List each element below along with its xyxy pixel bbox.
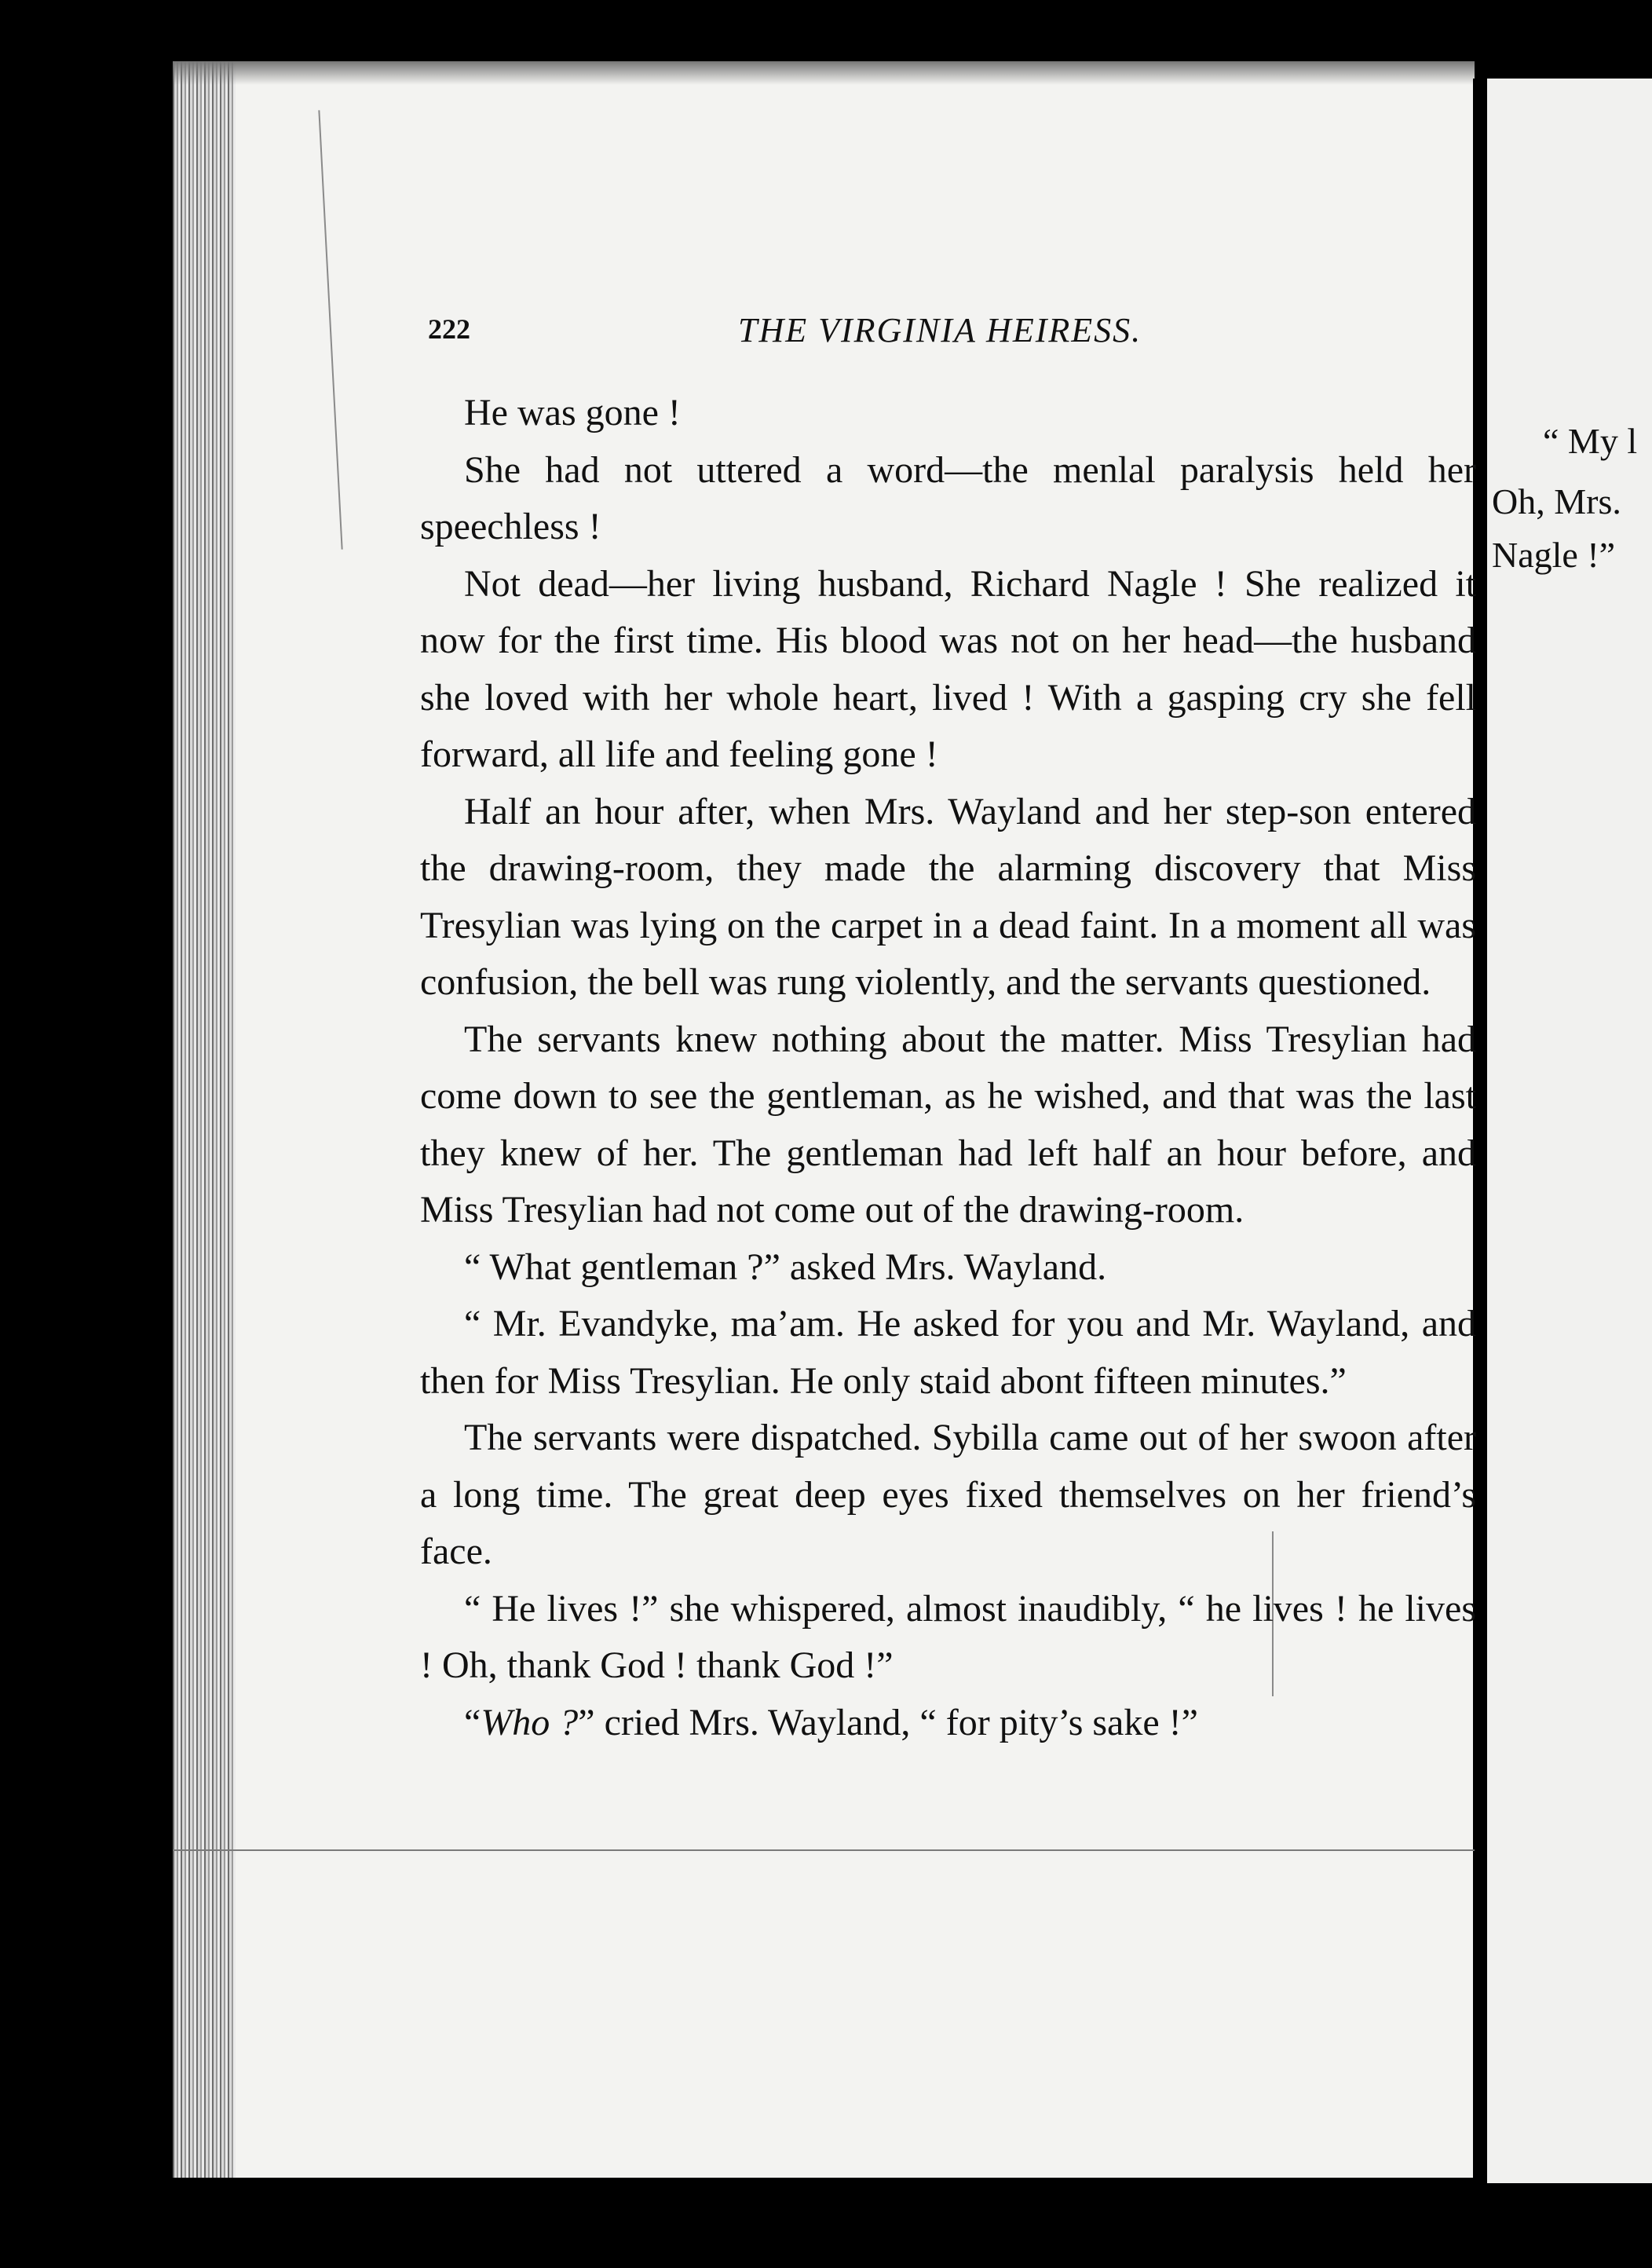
page-edges [173,61,236,2178]
paragraph: “ He lives !” she whispered, almost inaudibly, “ he lives ! he lives ! Oh, thank God ! thank God !” [420,1587,1476,1686]
page-number: 222 [428,313,470,345]
italic-word: Who ? [481,1701,579,1743]
paragraph: Half an hour after, when Mrs. Wayland and her step-son entered the drawing-room, they made the alarming discovery that Miss Tresylian was lying on the carpet in a dead faint. In a moment all was confusion, the bell was rung violently, and the servants questioned. [420,790,1476,1003]
page-shadow [173,61,1475,85]
facing-page-line: Oh, Mrs. [1492,481,1621,521]
scan-strike-line [173,1849,1475,1851]
paragraph: She had not uttered a word—the menlal paralysis held her speechless ! [420,448,1476,547]
paragraph: “ What gentleman ?” asked Mrs. Wayland. [464,1246,1107,1288]
paragraph [420,1695,1476,1752]
paragraph: Not dead—her living husband, Richard Nagle ! She realized it now for the first time. His blood was not on her head—the husband she loved with her whole heart, lived ! With a gasping cry she fell forward, all life and feeling gone ! [420,562,1476,775]
facing-page-line: “ My l [1543,421,1638,461]
paragraph: “ Mr. Evandyke, ma’am. He asked for you and Mr. Wayland, and then for Miss Tresylian. He only staid abont fifteen minutes.” [420,1303,1476,1402]
paragraph: He was gone ! [464,392,681,433]
quote-open: “ [464,1701,481,1743]
paragraph: The servants knew nothing about the matter. Miss Tresylian had come down to see the gentleman, as he wished, and that was the last they knew of her. The gentleman had left half an hour before, and Miss Tresylian had not come out of the drawing-room. [420,1018,1476,1231]
body-text [420,385,1476,1751]
quote-rest: ” cried Mrs. Wayland, “ for pity’s sake !” [578,1701,1198,1743]
facing-page [1487,79,1652,2183]
facing-page-line: Nagle !” [1492,535,1616,575]
running-title: THE VIRGINIA HEIRESS. [738,311,1142,349]
paragraph: The servants were dispatched. Sybilla came out of her swoon after a long time. The great deep eyes fixed themselves on her friend’s face. [420,1417,1476,1572]
